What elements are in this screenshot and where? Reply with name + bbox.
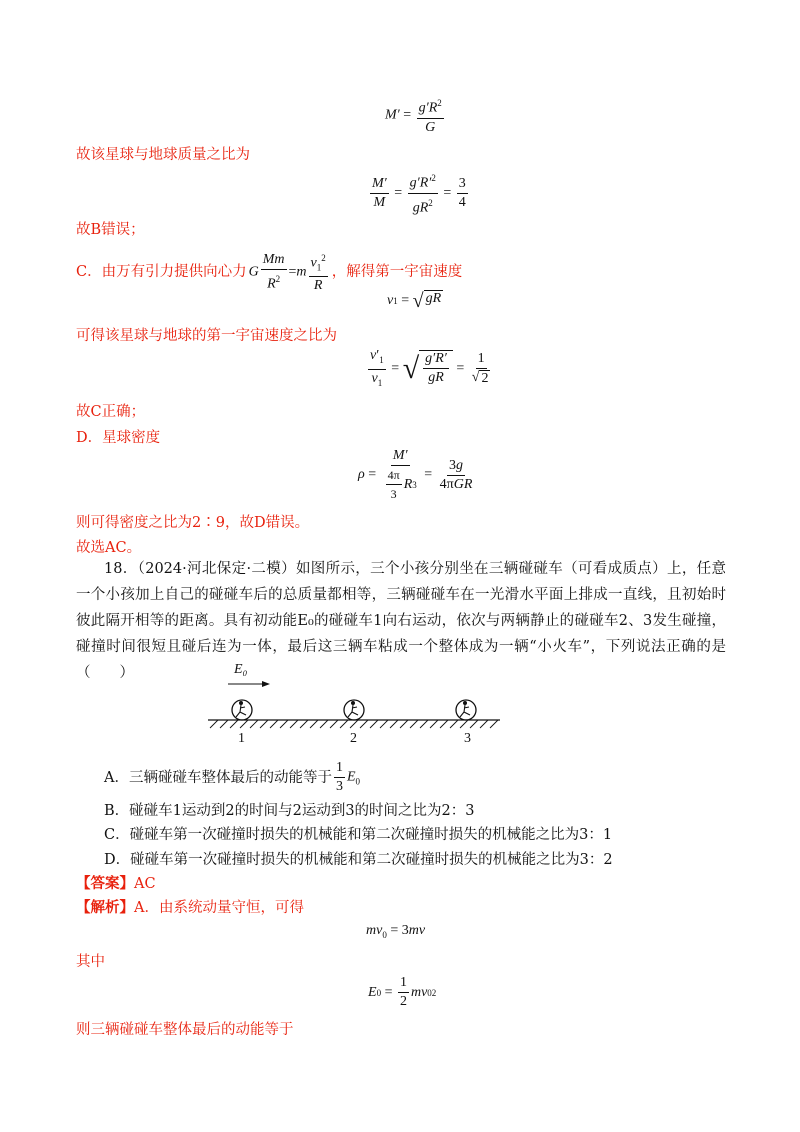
analysis-tag: 【解析】 [76,899,134,916]
text-velocity-ratio-intro: 可得该星球与地球的第一宇宙速度之比为 [76,328,337,344]
question-number: 18． [104,561,138,577]
option-a [104,760,360,795]
option-c: C．碰碰车第一次碰撞时损失的机械能和第二次碰撞时损失的机械能之比为3：1 [104,827,613,843]
text-choose-ac: 故选AC。 [76,540,142,556]
car-2 [344,700,364,720]
option-a-text: A．三辆碰碰车整体最后的动能等于 [104,769,332,786]
text-density-ratio: 则可得密度之比为2∶9，故D错误。 [76,515,310,531]
text-c-prefix: C．由万有引力提供向心力 [76,264,247,281]
text-c-correct: 故C正确； [76,404,146,420]
car-3 [456,700,476,720]
text-d-density: D．星球密度 [76,430,161,446]
option-d: D．碰碰车第一次碰撞时损失的机械能和第二次碰撞时损失的机械能之比为3：2 [104,852,613,868]
question-text: 如图所示，三个小孩分别坐在三辆碰碰车（可看成质点）上，任意一个小孩加上自己的碰碰车后的总质量都相等，三辆碰碰车在一光滑水平面上排成一直线，且初始时彼此隔开相等的距离。具有初动能E₀的碰碰车1向右运动，依次与两辆静止的碰碰车2、3发生碰撞，碰撞时间很短且碰后连为一体，最后这三辆车粘成一个整体成为一辆“小火车”，下列说法正确的是（ ） [76,561,727,681]
equation-momentum: $mv_0 = 3mv$ [366,923,426,940]
car-1 [232,700,252,720]
equation-density: ρ = M′ $\frac{4\pi}{3}$ R 3 = $\frac{3g}{\text{4πGR}}$ [358,448,473,501]
equation-velocity-ratio: $\frac{v'_1}{v_1}$ = √ $\frac{g'R'}{gR}$ = 1 √ 2 [370,348,489,388]
answer-line [76,874,156,894]
inline-gravity-formula: G $\frac{Mm}{R^2}$ =m $\frac{v_1^2}{R}$ [248,251,326,294]
car-label-3: 3 [464,731,471,746]
text-c-gravity [76,250,462,294]
text-b-wrong: 故B错误； [76,222,145,238]
equation-mass: M′ = $\frac{g'R^2}{G}$ [385,95,446,136]
answer-tag: 【答案】 [76,875,134,892]
ground-hatching [210,720,498,728]
arrow-label-e0: E₀ [234,662,248,677]
answer-value: AC [134,876,156,892]
analysis-line [76,898,304,918]
analysis-text: A．由系统动量守恒，可得 [134,900,304,916]
option-a-formula: $\frac{1}{3}$ $E_0$ [335,760,361,794]
text-mass-ratio-intro: 故该星球与地球质量之比为 [76,147,250,163]
car-label-2: 2 [350,731,357,746]
question-source: （2024·河北保定·二模） [137,561,296,577]
text-qizhong: 其中 [76,954,105,970]
car-label-1: 1 [238,731,245,746]
text-c-suffix: ，解得第一宇宙速度 [331,264,463,281]
figure-bumper-cars [200,660,510,750]
option-b: B．碰碰车1运动到2的时间与2运动到3的时间之比为2：3 [104,803,475,819]
equation-kinetic-energy: E 0 = $\frac{1}{2}$ mv 0 2 [368,975,437,1009]
equation-first-cosmic-velocity: v 1 = √ gR [387,290,442,312]
equation-mass-ratio: $\frac{M'}{M}$ = $\frac{g'R'^2}{gR^2}$ = $\frac{3}{4}$ [368,170,470,216]
text-final-ke: 则三辆碰碰车整体最后的动能等于 [76,1022,294,1038]
